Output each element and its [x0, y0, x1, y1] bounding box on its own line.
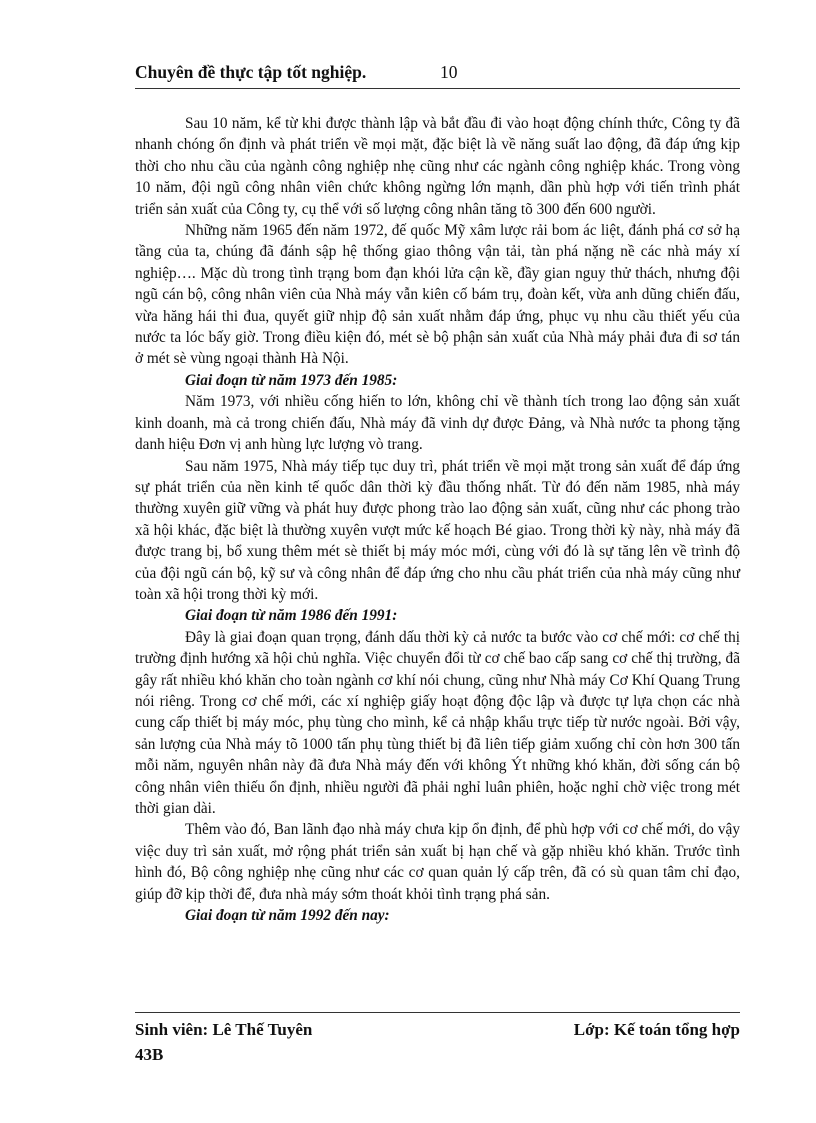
- paragraph: Thêm vào đó, Ban lãnh đạo nhà máy chưa kịp ổn định, để phù hợp với cơ chế mới, do vậy việc duy trì sản xuất, mở rộng phát triển sản xuất bị hạn chế và gặp nhiều khó khăn. Trước tình hình đó, Bộ công nghiệp nhẹ cũng như các cơ quan quản lý cấp trên, đã có sù quan tâm chỉ đạo, giúp đỡ kịp thời để, đưa nhà máy sớm thoát khỏi tình trạng phá sản.: [135, 821, 740, 903]
- document-title: Chuyên đề thực tập tốt nghiệp.: [135, 62, 367, 82]
- page-header: [135, 60, 740, 89]
- paragraph: Những năm 1965 đến năm 1972, đế quốc Mỹ xâm lược rải bom ác liệt, đánh phá cơ sở hạ tầng của ta, chúng đã đánh sập hệ thống giao thông vận tải, tàn phá nặng nề các nhà máy xí nghiệp…. Mặc dù trong tình trạng bom đạn khói lửa cận kề, đầy gian nguy thử thách, nhưng đội ngũ cán bộ, công nhân viên của Nhà máy vẫn kiên cố bám trụ, đoàn kết, vừa anh dũng chiến đấu, vừa hăng hái thi đua, quyết giữ nhịp độ sản xuất nhằm đáp ứng, phục vụ nhu cầu thiết yếu của nước ta lóc bấy giờ. Trong điều kiện đó, mét sè bộ phận sản xuất của Nhà máy phải đưa đi sơ tán ở mét sè vùng ngoại thành Hà Nội.: [135, 222, 740, 368]
- section-heading: Giai đoạn từ năm 1992 đến nay:: [185, 907, 390, 925]
- paragraph: Năm 1973, với nhiều cống hiến to lớn, không chỉ về thành tích trong lao động sản xuất kinh doanh, mà cả trong chiến đấu, Nhà máy đã vinh dự được Đảng, và Nhà nước ta phong tặng danh hiệu Đơn vị anh hùng lực lượng vò trang.: [135, 393, 740, 454]
- student-name: Sinh viên: Lê Thế Tuyên: [135, 1020, 313, 1039]
- cohort-code: 43B: [135, 1045, 164, 1064]
- page-number: 10: [440, 62, 458, 82]
- section-heading: Giai đoạn từ năm 1986 đến 1991:: [185, 607, 398, 625]
- paragraph: Sau 10 năm, kể từ khi được thành lập và bắt đầu đi vào hoạt động chính thức, Công ty đã nhanh chóng ổn định và phát triển về mọi mặt, đặc biệt là về năng suất lao động, đã đáp ứng kịp thời cho nhu cầu của ngành công nghiệp nhẹ cũng như các ngành công nghiệp khác. Trong vòng 10 năm, đội ngũ công nhân viên chức không ngừng lớn mạnh, dần phù hợp với tiến trình phát triển sản xuất của Công ty, cụ thể với số lượng công nhân tăng tõ 300 đến 600 người.: [135, 115, 740, 218]
- paragraph: Sau năm 1975, Nhà máy tiếp tục duy trì, phát triển về mọi mặt trong sản xuất để đáp ứng sự phát triển của nền kinh tế quốc dân thời kỳ đầu thống nhất. Từ đó đến năm 1985, nhà máy thường xuyên giữ vững và phát huy được phong trào lao động sản xuất, cũng như các phong trào xã hội khác, đặc biệt là thường xuyên vượt mức kế hoạch Bé giao. Trong thời kỳ này, nhà máy đã được trang bị, bổ xung thêm mét sè thiết bị máy móc mới, cùng với đó là sự tăng lên về trình độ của đội ngũ cán bộ, kỹ sư và công nhân để đáp ứng cho nhu cầu phát triển của nhà máy cũng như toàn xã hội trong thời kỳ mới.: [135, 457, 740, 603]
- class-name: Lớp: Kế toán tổng hợp: [573, 1020, 740, 1039]
- section-heading: Giai đoạn từ năm 1973 đến 1985:: [185, 371, 398, 389]
- paragraph: Đây là giai đoạn quan trọng, đánh dấu thời kỳ cả nước ta bước vào cơ chế mới: cơ chế thị trường định hướng xã hội chủ nghĩa. Việc chuyển đổi từ cơ chế bao cấp sang cơ chế thị trường, đã gây rất nhiều khó khăn cho toàn ngành cơ khí nói chung, cũng như Nhà máy Cơ Khí Quang Trung nói riêng. Trong cơ chế mới, các xí nghiệp giấy hoạt động độc lập và được tự lựa chọn các nhà cung cấp thiết bị máy móc, phụ tùng cho mình, kể cả nhập khẩu trực tiếp từ nước ngoài. Bởi vậy, sản lượng của Nhà máy tõ 1000 tấn phụ tùng thiết bị đã liên tiếp giảm xuống chỉ còn hơn 300 tấn mỗi năm, nguyên nhân này đã đưa Nhà máy đến với không Ýt những khó khăn, đời sống cán bộ công nhân viên thiếu ổn định, nhiều người đã phải nghỉ luân phiên, hoặc nghỉ chờ việc trong mét thời gian dài.: [135, 628, 740, 817]
- document-body: [135, 113, 740, 926]
- page-footer: [135, 1012, 740, 1067]
